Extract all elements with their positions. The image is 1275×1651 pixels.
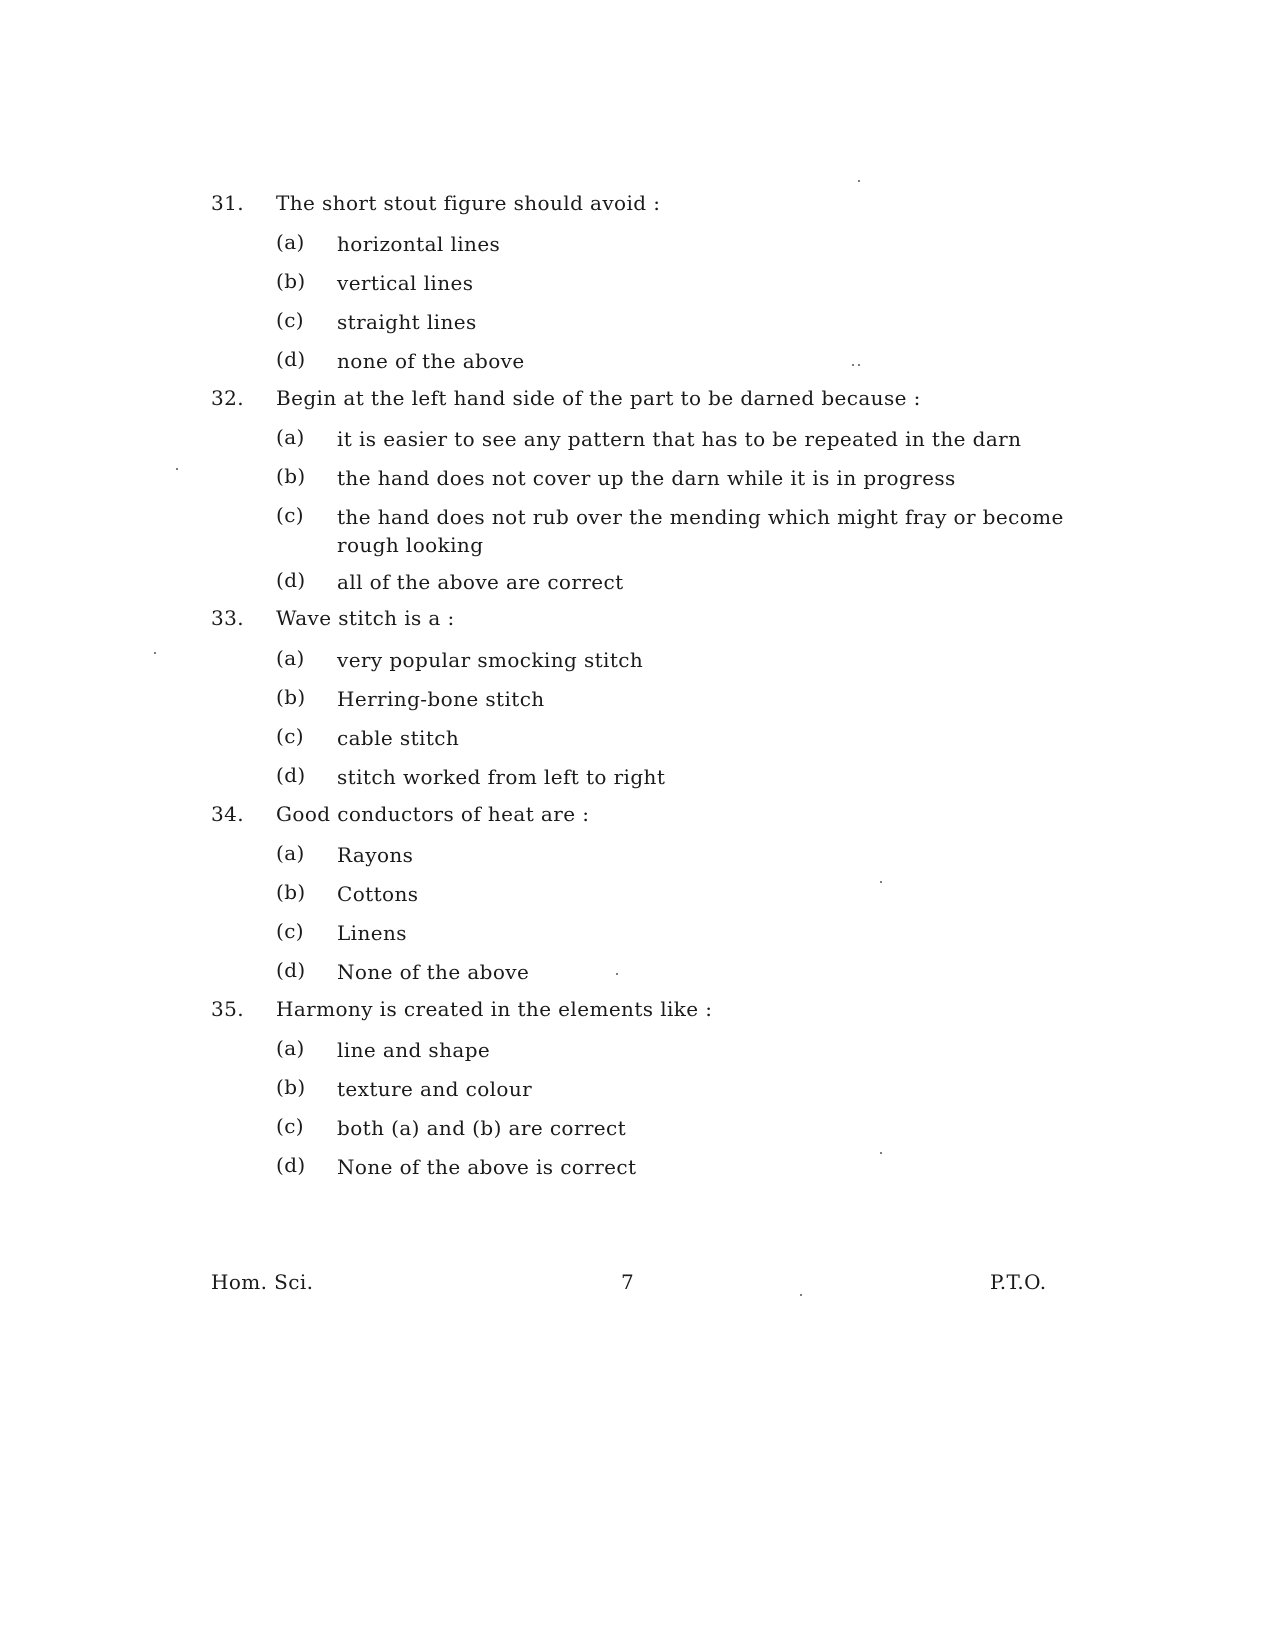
option-text: both (a) and (b) are correct: [337, 1116, 627, 1140]
option-text: Linens: [337, 921, 407, 945]
question-number: 35.: [211, 997, 245, 1021]
question-text: Begin at the left hand side of the part to be darned because :: [276, 386, 921, 410]
option-label: (c): [276, 724, 305, 748]
footer-subject: Hom. Sci.: [211, 1270, 314, 1294]
option-label: (a): [276, 230, 305, 254]
option-text: None of the above is correct: [337, 1155, 637, 1179]
question-text: Wave stitch is a :: [276, 606, 455, 630]
question-number: 32.: [211, 386, 245, 410]
option-text: none of the above: [337, 349, 525, 373]
option-label: (b): [276, 1075, 306, 1099]
scan-speck: [154, 652, 156, 654]
option-text: horizontal lines: [337, 232, 501, 256]
option-text: Rayons: [337, 843, 414, 867]
scan-speck: [858, 180, 860, 182]
option-text: texture and colour: [337, 1077, 533, 1101]
scan-speck: [616, 973, 618, 975]
question-text: Harmony is created in the elements like :: [276, 997, 713, 1021]
option-label: (b): [276, 685, 306, 709]
option-label: (c): [276, 1114, 305, 1138]
question-text: The short stout figure should avoid :: [276, 191, 661, 215]
option-label: (d): [276, 958, 306, 982]
option-label: (a): [276, 425, 305, 449]
scan-speck: [880, 1152, 882, 1154]
option-label: (b): [276, 269, 306, 293]
option-text: all of the above are correct: [337, 570, 624, 594]
option-text: cable stitch: [337, 726, 460, 750]
option-label: (b): [276, 464, 306, 488]
scan-speck: [880, 881, 882, 883]
option-label: (c): [276, 503, 305, 527]
option-text: straight lines: [337, 310, 477, 334]
option-text: stitch worked from left to right: [337, 765, 666, 789]
option-label: (d): [276, 347, 306, 371]
option-label: (d): [276, 1153, 306, 1177]
option-label: (a): [276, 841, 305, 865]
option-text: None of the above: [337, 960, 530, 984]
option-text: Cottons: [337, 882, 419, 906]
scan-speck: [858, 364, 860, 366]
option-text: the hand does not rub over the mending which might fray or become rough looking: [337, 505, 1064, 557]
option-text: very popular smocking stitch: [337, 648, 644, 672]
option-label: (c): [276, 919, 305, 943]
footer-pto: P.T.O.: [990, 1270, 1047, 1294]
question-text: Good conductors of heat are :: [276, 802, 590, 826]
option-text: Herring-bone stitch: [337, 687, 545, 711]
question-number: 33.: [211, 606, 245, 630]
option-text: line and shape: [337, 1038, 491, 1062]
option-text: the hand does not cover up the darn while it is in progress: [337, 466, 956, 490]
option-text: it is easier to see any pattern that has to be repeated in the darn: [337, 427, 1022, 451]
page-number: 7: [621, 1270, 635, 1294]
scan-speck: [800, 1294, 802, 1296]
option-text: vertical lines: [337, 271, 474, 295]
option-label: (d): [276, 763, 306, 787]
scan-speck: [852, 364, 854, 366]
option-label: (a): [276, 1036, 305, 1060]
scan-speck: [176, 468, 178, 470]
question-number: 31.: [211, 191, 245, 215]
option-label: (d): [276, 568, 306, 592]
question-number: 34.: [211, 802, 245, 826]
option-label: (c): [276, 308, 305, 332]
option-label: (b): [276, 880, 306, 904]
option-label: (a): [276, 646, 305, 670]
